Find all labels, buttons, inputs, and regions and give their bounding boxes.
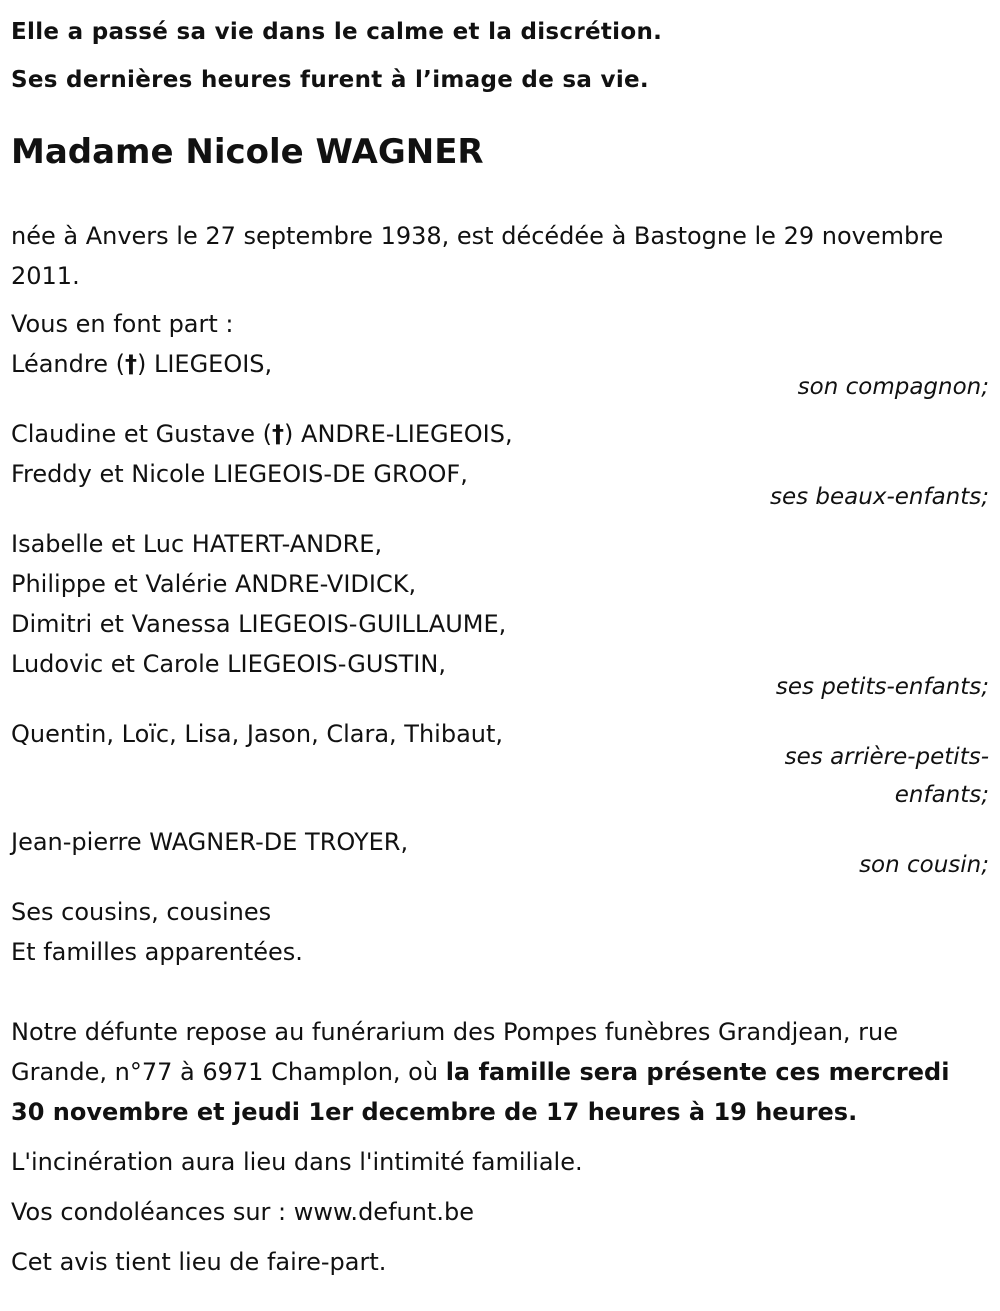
family-group-grandchildren — [11, 524, 991, 706]
relation-label: son compagnon; — [797, 374, 989, 400]
family-group-companion — [11, 344, 991, 406]
obituary-notice — [11, 8, 991, 1292]
epigraph-line-2: Ses dernières heures furent à l’image de sa vie. — [11, 67, 649, 93]
cremation-info: L'incinération aura lieu dans l'intimité familiale. — [11, 1148, 583, 1176]
birth-death-details: née à Anvers le 27 septembre 1938, est décédée à Bastogne le 29 novembre 2011. — [11, 222, 944, 290]
deceased-name: Madame Nicole WAGNER — [11, 132, 484, 172]
extended-family — [11, 892, 991, 972]
relation-label: ses arrière-petits-enfants; — [784, 744, 989, 808]
family-line: Freddy et Nicole LIEGEOIS-DE GROOF, — [11, 460, 468, 488]
family-group-stepchildren — [11, 414, 991, 516]
family-line: Léandre (†) LIEGEOIS, — [11, 350, 273, 378]
family-group-cousin — [11, 822, 991, 884]
family-group-great-grandchildren — [11, 714, 991, 814]
cross-icon: † — [124, 350, 137, 378]
closing-section — [11, 1012, 991, 1282]
family-line: Jean-pierre WAGNER-DE TROYER, — [11, 828, 409, 856]
family-line: Et familles apparentées. — [11, 938, 303, 966]
notice-info: Cet avis tient lieu de faire-part. — [11, 1248, 387, 1276]
family-line: Quentin, Loïc, Lisa, Jason, Clara, Thibaut, — [11, 720, 504, 748]
family-line: Philippe et Valérie ANDRE-VIDICK, — [11, 570, 417, 598]
family-line: Isabelle et Luc HATERT-ANDRE, — [11, 530, 383, 558]
epigraph-line-1: Elle a passé sa vie dans le calme et la discrétion. — [11, 19, 663, 45]
condolences-info: Vos condoléances sur : www.defunt.be — [11, 1198, 474, 1226]
relation-label: son cousin; — [859, 852, 989, 878]
family-line: Ludovic et Carole LIEGEOIS-GUSTIN, — [11, 650, 446, 678]
relation-label: ses beaux-enfants; — [769, 484, 989, 510]
announce-label: Vous en font part : — [11, 310, 234, 338]
family-line: Dimitri et Vanessa LIEGEOIS-GUILLAUME, — [11, 610, 507, 638]
family-line: Claudine et Gustave (†) ANDRE-LIEGEOIS, — [11, 420, 513, 448]
visitation-schedule: la famille sera présente ces mercredi 30 novembre et jeudi 1er decembre de 17 heures à 19 heures. — [11, 1058, 950, 1126]
cross-icon: † — [272, 420, 285, 448]
relation-label: ses petits-enfants; — [775, 674, 989, 700]
family-line: Ses cousins, cousines — [11, 898, 272, 926]
visitation-info: Notre défunte repose au funérarium des Pompes funèbres Grandjean, rue Grande, n°77 à 6971 Champlon, où la famille sera présente ces mercredi 30 novembre et jeudi 1er decembre de 17 heures à 19 heures. — [11, 1018, 950, 1126]
